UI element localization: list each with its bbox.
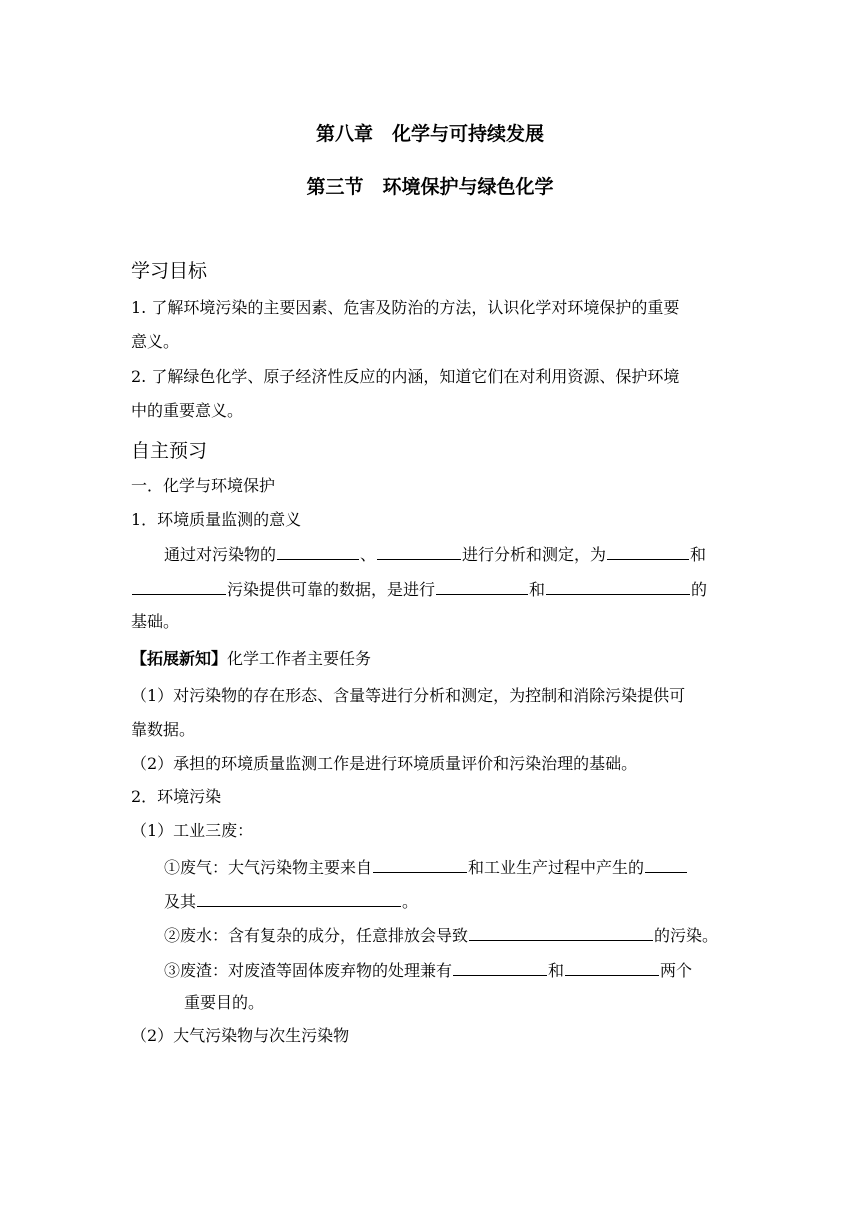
objective-2-line-2: 中的重要意义。 xyxy=(131,401,244,420)
text-segment: 和工业生产过程中产生的 xyxy=(468,858,645,877)
answer-blank[interactable] xyxy=(277,543,359,560)
text-segment: 。 xyxy=(402,892,419,911)
sub-1-heading: 1．环境质量监测的意义 xyxy=(131,510,302,529)
answer-blank[interactable] xyxy=(197,890,401,907)
monitoring-paragraph-line-2 xyxy=(131,578,707,600)
answer-blank[interactable] xyxy=(645,856,687,873)
waste-gas-line-1 xyxy=(164,856,688,878)
text-segment: 和 xyxy=(529,580,546,599)
extension-heading xyxy=(131,649,371,669)
objective-1-line-2: 意义。 xyxy=(131,332,180,351)
chapter-title: 第八章 化学与可持续发展 xyxy=(315,123,544,145)
answer-blank[interactable] xyxy=(546,578,690,595)
answer-blank[interactable] xyxy=(565,959,659,976)
text-segment: 及其 xyxy=(164,892,197,911)
sub-2-heading: 2．环境污染 xyxy=(131,787,222,806)
part-1-heading: 一．化学与环境保护 xyxy=(131,476,276,495)
answer-blank[interactable] xyxy=(132,578,226,595)
objective-1-line-1: 1. 了解环境污染的主要因素、危害及防治的方法，认识化学对环境保护的重要 xyxy=(131,298,680,317)
monitoring-paragraph-line-3: 基础。 xyxy=(131,612,180,631)
text-segment: ②废水：含有复杂的成分，任意排放会导致 xyxy=(164,926,469,945)
text-segment: ③废渣：对废渣等固体废弃物的处理兼有 xyxy=(164,961,453,980)
text-segment: 和 xyxy=(548,961,565,980)
extension-label: 【拓展新知】 xyxy=(131,649,228,668)
waste-gas-line-2 xyxy=(164,890,418,912)
extension-title: 化学工作者主要任务 xyxy=(227,649,372,668)
answer-blank[interactable] xyxy=(377,543,461,560)
text-segment: ①废气：大气污染物主要来自 xyxy=(164,858,373,877)
text-segment: 、 xyxy=(360,545,377,564)
objective-2-line-1: 2. 了解绿色化学、原子经济性反应的内涵，知道它们在对利用资源、保护环境 xyxy=(131,367,680,386)
text-segment: 进行分析和测定，为 xyxy=(462,545,607,564)
answer-blank[interactable] xyxy=(453,959,547,976)
text-segment: 通过对污染物的 xyxy=(164,545,277,564)
extension-item-2: （2）承担的环境质量监测工作是进行环境质量评价和污染治理的基础。 xyxy=(131,754,638,773)
text-segment: 的污染。 xyxy=(654,926,719,945)
answer-blank[interactable] xyxy=(469,924,653,941)
section-title: 第三节 环境保护与绿色化学 xyxy=(306,176,554,198)
monitoring-paragraph-line-1 xyxy=(164,543,706,565)
extension-item-1-line-2: 靠数据。 xyxy=(131,720,196,739)
preview-heading: 自主预习 xyxy=(131,440,208,462)
answer-blank[interactable] xyxy=(436,578,528,595)
waste-water-line xyxy=(164,924,718,946)
text-segment: 两个 xyxy=(660,961,693,980)
extension-item-1-line-1: （1）对污染物的存在形态、含量等进行分析和测定，为控制和消除污染提供可 xyxy=(131,686,686,705)
objectives-heading: 学习目标 xyxy=(131,260,208,282)
industrial-waste-heading: （1）工业三废： xyxy=(131,821,254,840)
answer-blank[interactable] xyxy=(607,543,689,560)
text-segment: 污染提供可靠的数据，是进行 xyxy=(227,580,436,599)
air-pollutants-heading: （2）大气污染物与次生污染物 xyxy=(131,1026,350,1045)
waste-residue-line-2: 重要目的。 xyxy=(184,993,265,1012)
answer-blank[interactable] xyxy=(373,856,467,873)
text-segment: 的 xyxy=(691,580,708,599)
text-segment: 和 xyxy=(690,545,707,564)
waste-residue-line-1 xyxy=(164,959,692,981)
